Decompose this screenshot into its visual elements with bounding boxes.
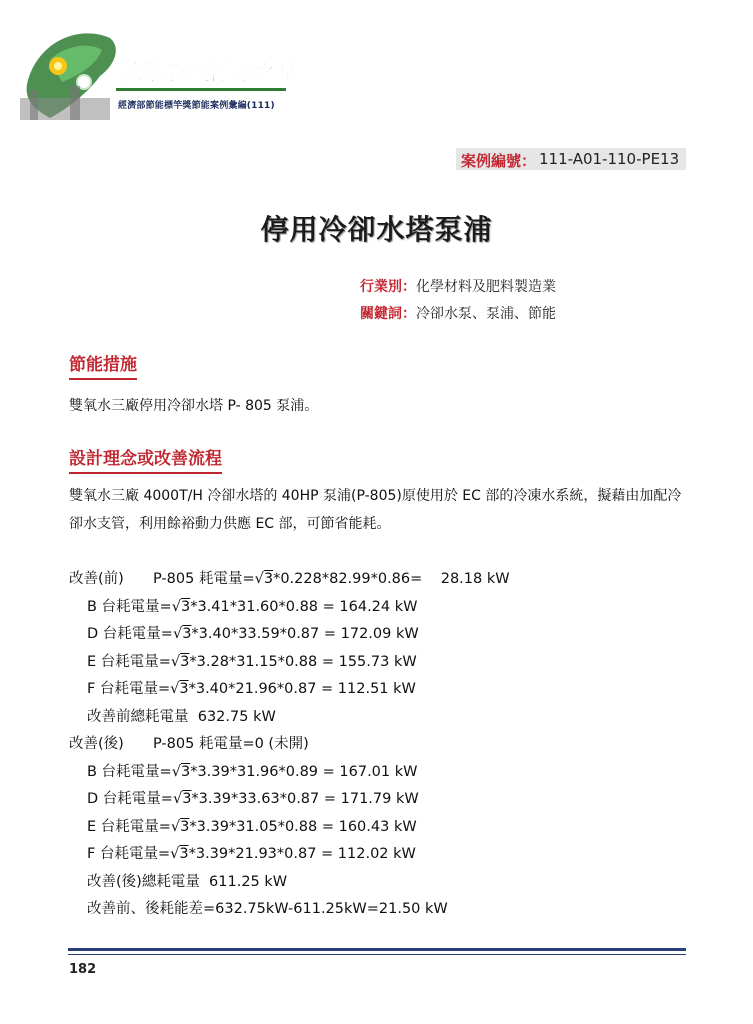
sqrt-icon: √ [171, 763, 181, 780]
sqrt-icon: √ [171, 598, 181, 615]
calculation-block [69, 566, 510, 924]
calc-row-difference: 改善前、後耗能差=632.75kW-611.25kW=21.50 kW [87, 901, 448, 917]
calc-row-before-f: F 台耗電量=√3*3.40*21.96*0.87 = 112.51 kW [87, 681, 416, 697]
calc-row-after-d: D 台耗電量=√3*3.39*33.63*0.87 = 171.79 kW [87, 791, 419, 807]
page-title: 停用冷卻水塔泵浦 [260, 213, 493, 246]
industry-line [360, 276, 556, 296]
logo [10, 20, 300, 135]
calc-row-after-p805: 改善(後) P-805 耗電量=0 (未開) [69, 731, 510, 759]
logo-graphic [10, 20, 300, 135]
sqrt-icon: √ [170, 818, 181, 835]
sqrt-icon: √ [172, 791, 183, 807]
footer-rule-thick [68, 948, 686, 951]
section-heading-measures: 節能措施 [69, 350, 137, 380]
footer-rule-thin [68, 954, 686, 955]
sqrt-icon: √ [170, 846, 180, 862]
calc-row-before-d: D 台耗電量=√3*3.40*33.59*0.87 = 172.09 kW [87, 626, 419, 642]
logo-title: 節能養英淨零之星 [122, 60, 299, 86]
sqrt-icon: √ [172, 626, 183, 642]
measures-text: 雙氧水三廠停用冷卻水塔 P- 805 泵浦。 [69, 398, 319, 414]
calc-row-after-e: E 台耗電量=√3*3.39*31.05*0.88 = 160.43 kW [87, 818, 417, 835]
calc-row-after-b: B 台耗電量=√3*3.39*31.96*0.89 = 167.01 kW [87, 763, 418, 780]
keywords-value: 冷卻水泵、泵浦、節能 [416, 306, 556, 322]
industry-label: 行業別： [360, 279, 416, 295]
case-number-label: 案例編號： [461, 152, 537, 170]
calc-row-before-total: 改善前總耗電量 632.75 kW [87, 708, 276, 725]
calc-before-tag: 改善(前) [69, 571, 124, 587]
sqrt-icon: √ [254, 571, 264, 587]
section-heading-design: 設計理念或改善流程 [69, 444, 222, 474]
calc-row-before-p805: 改善(前) P-805 耗電量=√3*0.228*82.99*0.86= 28.18 kW [69, 566, 510, 594]
case-number-value: 111-A01-110-PE13 [539, 150, 680, 168]
design-text: 雙氧水三廠 4000T/H 冷卻水塔的 40HP 泵浦(P-805)原使用於 EC 部的冷凍水系統，擬藉由加配冷卻水支管，利用餘裕動力供應 EC 部，可節省能耗。 [69, 488, 682, 532]
calc-row-after-f: F 台耗電量=√3*3.39*21.93*0.87 = 112.02 kW [87, 846, 416, 862]
industry-value: 化學材料及肥料製造業 [416, 279, 556, 295]
calc-after-tag: 改善(後) [69, 736, 124, 752]
page-number: 182 [69, 962, 97, 977]
keywords-line [360, 303, 556, 323]
calc-row-after-total: 改善(後)總耗電量 611.25 kW [87, 873, 288, 890]
logo-subtitle: 經濟部節能標竿獎節能案例彙編(111) [118, 101, 275, 111]
calc-row-before-b: B 台耗電量=√3*3.41*31.60*0.88 = 164.24 kW [87, 598, 418, 615]
sqrt-icon: √ [170, 681, 180, 697]
calc-row-before-e: E 台耗電量=√3*3.28*31.15*0.88 = 155.73 kW [87, 653, 417, 670]
keywords-label: 關鍵詞： [360, 306, 416, 322]
sqrt-icon: √ [170, 653, 181, 670]
